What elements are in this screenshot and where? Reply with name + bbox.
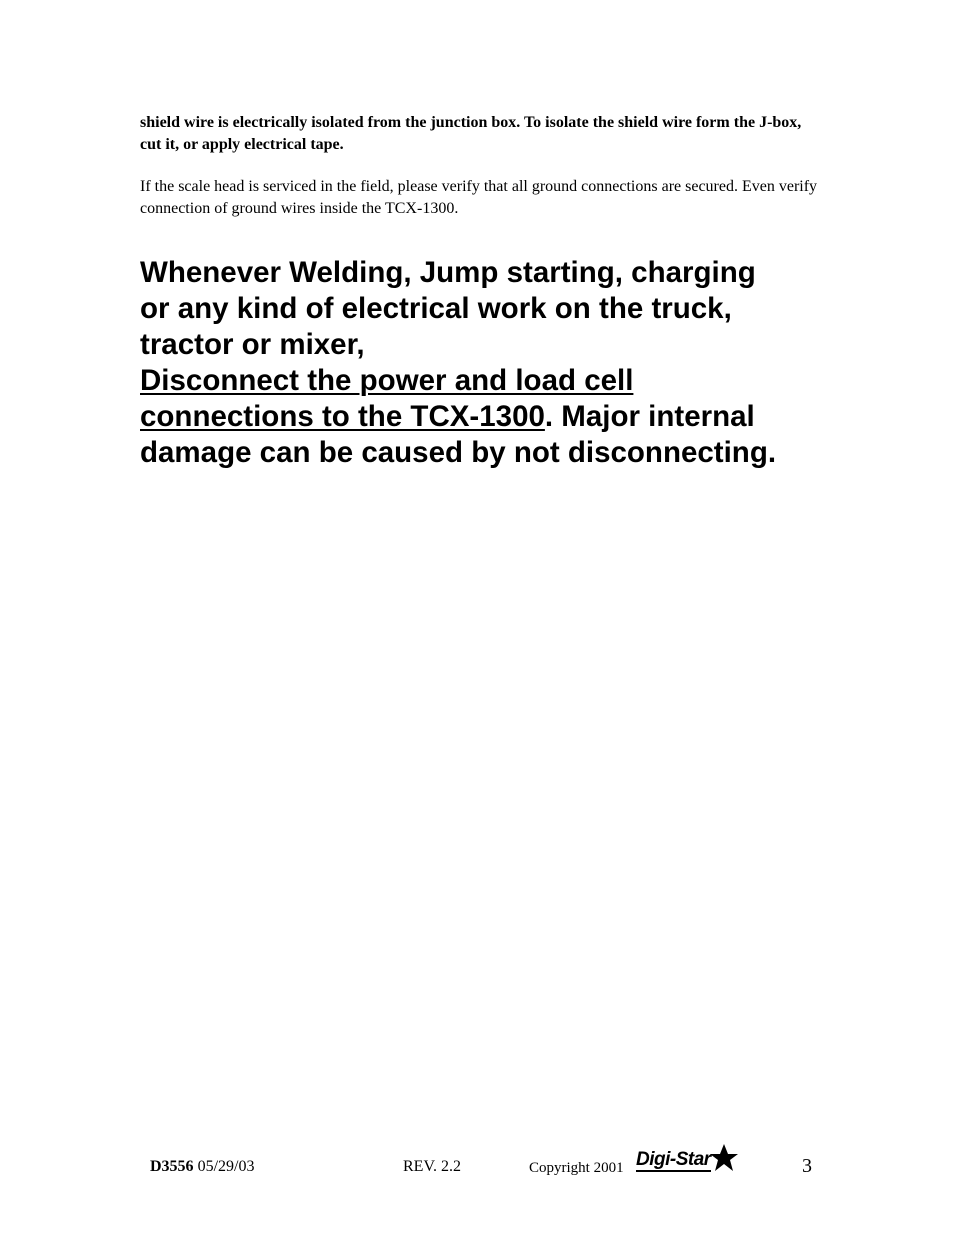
page-footer	[0, 1149, 954, 1185]
warning-line: or any kind of electrical work on the truck,	[140, 292, 732, 325]
warning-line: Whenever Welding, Jump starting, charging	[140, 256, 756, 289]
warning-line: damage can be caused by not disconnecting.	[140, 436, 777, 469]
warning-text: . Major internal	[544, 400, 755, 433]
revision-label: REV. 2.2	[403, 1158, 461, 1175]
digi-star-logo	[636, 1143, 739, 1179]
star-icon	[709, 1143, 739, 1173]
disconnect-instruction: Disconnect the power and load cell	[140, 364, 634, 397]
page-number: 3	[802, 1155, 812, 1177]
warning-line	[140, 399, 840, 435]
document-id	[150, 1158, 254, 1176]
disconnect-instruction-cont: connections to the TCX-1300	[140, 400, 545, 433]
warning-line	[140, 363, 840, 399]
document-date: 05/29/03	[193, 1158, 255, 1175]
warning-line: tractor or mixer,	[140, 328, 365, 361]
logo-text: Digi-Star	[636, 1149, 711, 1170]
document-code: D3556	[150, 1158, 194, 1175]
shield-wire-paragraph: shield wire is electrically isolated from the junction box. To isolate the shield wire form the J-box, cut it, or apply electrical tape.	[140, 114, 802, 153]
ground-connection-paragraph: If the scale head is serviced in the field, please verify that all ground connections are secured. Even verify connection of ground wires inside the TCX-1300.	[140, 178, 818, 217]
welding-warning	[140, 255, 840, 471]
copyright-text: Copyright 2001	[529, 1160, 624, 1176]
